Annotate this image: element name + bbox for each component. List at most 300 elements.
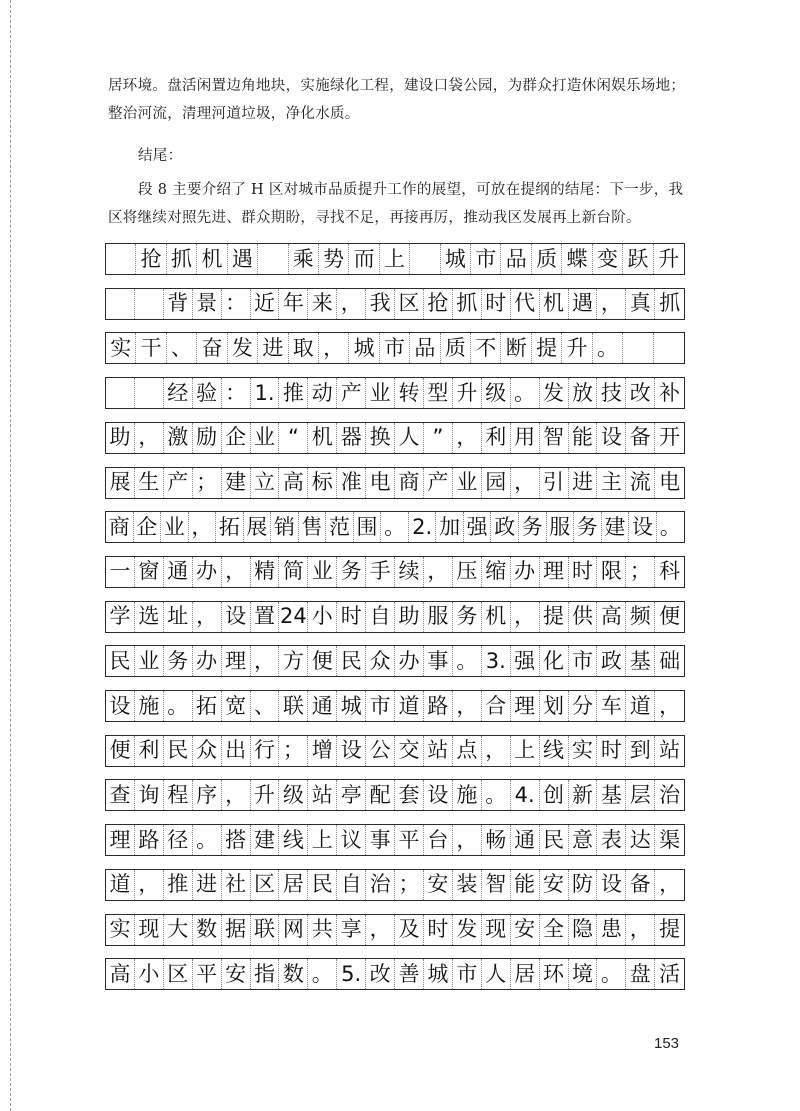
grid-cell: 平: [395, 825, 424, 855]
grid-cell: 站: [659, 738, 681, 763]
grid-cell: 点: [453, 736, 482, 766]
grid-cell: 搭: [222, 825, 251, 855]
grid-cell: 抓: [167, 244, 197, 274]
grid-cell: 民: [337, 646, 366, 676]
grid-cell: 机: [482, 602, 511, 632]
grid-cell: 窗: [135, 557, 164, 587]
prose-line-2: 整治河流，清理河道垃圾，净化水质。: [108, 106, 360, 122]
grid-cell: ，: [366, 915, 395, 945]
prose-line-1: 居环境。盘活闲置边角地块，实施绿化工程，建设口袋公园，为群众打造休闲娱乐场地；: [108, 78, 686, 94]
grid-cell: 防: [569, 870, 598, 900]
grid-cell: ，: [597, 289, 626, 319]
grid-cell: ，: [453, 825, 482, 855]
grid-cell: 备: [626, 423, 655, 453]
grid-cell: 。: [597, 959, 626, 989]
grid-cell: 。: [381, 512, 409, 542]
grid-cell: 年: [279, 289, 308, 319]
grid-cell: 背: [164, 289, 193, 319]
grid-cell: 小: [308, 602, 337, 632]
grid-cell: 转: [395, 378, 424, 408]
grid-cell: 小: [135, 959, 164, 989]
grid-cell: 助: [106, 423, 135, 453]
grid-cell: 励: [193, 423, 222, 453]
grid-cell: 学: [106, 602, 135, 632]
grid-cell: 进: [258, 333, 288, 363]
grid-cell: 产: [337, 378, 366, 408]
grid-cell: 达: [626, 825, 655, 855]
grid-cell: 引: [540, 468, 569, 498]
grid-cell: 网: [279, 915, 308, 945]
grid-cell: 增: [308, 736, 337, 766]
grid-cell: ”: [424, 423, 453, 453]
grid-cell: 市: [366, 691, 395, 721]
grid-cell: 意: [569, 825, 598, 855]
grid-cell: 套: [395, 780, 424, 810]
grid-cell: 宽: [222, 691, 251, 721]
grid-cell: 业: [366, 378, 395, 408]
grid-cell: 加: [436, 512, 464, 542]
grid-cell: 配: [366, 780, 395, 810]
grid-cell: 民: [308, 870, 337, 900]
grid-cell: 础: [659, 648, 681, 673]
grid-cell: 时: [482, 289, 511, 319]
grid-cell: 市: [569, 646, 598, 676]
grid-cell: 限: [597, 557, 626, 587]
grid-cell: 划: [540, 691, 569, 721]
grid-cell: 备: [626, 870, 655, 900]
grid-cell: 智: [540, 423, 569, 453]
grid-cell: [135, 378, 164, 408]
section-heading-ending: 结尾：: [138, 148, 183, 164]
grid-cell: 业: [308, 557, 337, 587]
grid-cell: 电: [659, 470, 681, 494]
grid-cell: 畅: [482, 825, 511, 855]
grid-cell: 人: [395, 423, 424, 453]
grid-cell: 基: [626, 646, 655, 676]
grid-cell: 设: [424, 780, 453, 810]
grid-cell: 安: [222, 959, 251, 989]
grid-cell: 理: [511, 691, 540, 721]
grid-cell: 务: [519, 512, 547, 542]
grid-cell: 询: [135, 780, 164, 810]
grid-cell: 径: [164, 825, 193, 855]
grid-cell: 4.: [511, 780, 540, 810]
grid-cell: 城: [349, 333, 379, 363]
grid-row: [105, 332, 685, 364]
grid-cell: 升: [658, 246, 680, 271]
grid-cell: 车: [597, 691, 626, 721]
grid-cell: ；: [395, 870, 424, 900]
grid-cell: 设: [222, 602, 251, 632]
grid-cell: 政: [597, 646, 626, 676]
grid-cell: 助: [395, 602, 424, 632]
grid-cell: 业: [135, 646, 164, 676]
grid-cell: 数: [193, 915, 222, 945]
grid-cell: ，: [193, 602, 222, 632]
grid-cell: [654, 333, 684, 363]
grid-cell: 便: [106, 736, 135, 766]
grid-cell: 跃: [623, 244, 653, 274]
prose-line-4: 段 8 主要介绍了 H 区对城市品质提升工作的展望，可放在提纲的结尾：下一步，我: [138, 182, 684, 198]
grid-cell: 续: [395, 557, 424, 587]
grid-cell: [410, 244, 440, 274]
grid-row: [105, 645, 685, 677]
grid-cell: 生: [135, 468, 164, 498]
grid-row: [105, 288, 685, 320]
grid-cell: 现: [135, 915, 164, 945]
grid-cell: 提: [532, 333, 562, 363]
grid-cell: 时: [569, 557, 598, 587]
grid-cell: ；: [626, 557, 655, 587]
grid-cell: 供: [569, 602, 598, 632]
grid-cell: [623, 333, 653, 363]
grid-cell: 强: [464, 512, 492, 542]
grid-cell: 行: [251, 736, 280, 766]
grid-cell: 断: [501, 333, 531, 363]
grid-cell: 居: [279, 870, 308, 900]
grid-cell: [106, 244, 136, 274]
grid-cell: 展: [106, 468, 135, 498]
grid-cell: 级: [482, 378, 511, 408]
grid-row: [105, 869, 685, 901]
grid-cell: 精: [251, 557, 280, 587]
grid-cell: 时: [424, 915, 453, 945]
grid-cell: 道: [395, 691, 424, 721]
grid-cell: 建: [222, 468, 251, 498]
grid-row: [105, 422, 685, 454]
grid-cell: 乘: [289, 244, 319, 274]
grid-cell: 展: [244, 512, 272, 542]
grid-cell: 推: [164, 870, 193, 900]
grid-row: [105, 243, 685, 275]
grid-cell: 品: [501, 244, 531, 274]
grid-cell: 数: [279, 959, 308, 989]
grid-cell: 。: [164, 691, 193, 721]
grid-cell: 置: [251, 602, 280, 632]
grid-cell: 设: [629, 512, 657, 542]
grid-cell: 平: [193, 959, 222, 989]
grid-cell: ，: [511, 602, 540, 632]
grid-cell: [106, 289, 135, 319]
grid-cell: ，: [659, 693, 681, 718]
grid-cell: ，: [424, 557, 453, 587]
grid-row: [105, 556, 685, 588]
grid-cell: 发: [228, 333, 258, 363]
grid-cell: 升: [251, 780, 280, 810]
grid-cell: 经: [164, 378, 193, 408]
grid-cell: 提: [659, 917, 681, 941]
grid-cell: 改: [626, 378, 655, 408]
grid-cell: 级: [279, 780, 308, 810]
grid-cell: 台: [424, 825, 453, 855]
grid-cell: 技: [597, 378, 626, 408]
grid-cell: 通: [308, 691, 337, 721]
grid-cell: 事: [424, 646, 453, 676]
grid-cell: 进: [193, 870, 222, 900]
grid-cell: 治: [659, 782, 681, 807]
grid-cell: 商: [106, 512, 134, 542]
grid-cell: 开: [659, 425, 681, 450]
grid-cell: 众: [193, 736, 222, 766]
grid-cell: 手: [366, 557, 395, 587]
grid-cell: 理: [106, 825, 135, 855]
grid-cell: 用: [511, 423, 540, 453]
grid-cell: 机: [308, 423, 337, 453]
grid-cell: 近: [251, 289, 280, 319]
grid-cell: 化: [540, 646, 569, 676]
grid-cell: 高: [279, 468, 308, 498]
grid-cell: ，: [251, 646, 280, 676]
grid-cell: 改: [366, 959, 395, 989]
grid-cell: 理: [222, 646, 251, 676]
grid-cell: 设: [106, 691, 135, 721]
grid-cell: [135, 289, 164, 319]
grid-cell: 业: [161, 512, 189, 542]
grid-cell: 务: [164, 646, 193, 676]
grid-cell: 抢: [424, 289, 453, 319]
grid-cell: 境: [569, 959, 598, 989]
grid-cell: 创: [540, 780, 569, 810]
grid-cell: 道: [106, 870, 135, 900]
grid-cell: 产: [424, 468, 453, 498]
grid-cell: ，: [189, 512, 217, 542]
grid-cell: 实: [106, 915, 135, 945]
grid-cell: 市: [380, 333, 410, 363]
grid-cell: 利: [482, 423, 511, 453]
grid-cell: 交: [395, 736, 424, 766]
grid-cell: 据: [222, 915, 251, 945]
grid-cell: ，: [482, 736, 511, 766]
grid-cell: ，: [453, 691, 482, 721]
grid-cell: 抓: [453, 289, 482, 319]
grid-cell: 自: [337, 870, 366, 900]
grid-cell: 能: [569, 423, 598, 453]
grid-cell: ，: [222, 557, 251, 587]
grid-cell: 站: [308, 780, 337, 810]
grid-cell: 实: [106, 333, 136, 363]
grid-cell: 服: [547, 512, 575, 542]
grid-cell: 机: [197, 244, 227, 274]
grid-cell: 。: [193, 825, 222, 855]
grid-row: [105, 914, 685, 946]
grid-cell: [258, 244, 288, 274]
grid-cell: 路: [135, 825, 164, 855]
grid-cell: 遇: [228, 244, 258, 274]
grid-cell: 施: [453, 780, 482, 810]
grid-cell: 型: [424, 378, 453, 408]
grid-cell: 不: [471, 333, 501, 363]
grid-cell: 大: [164, 915, 193, 945]
grid-cell: 公: [366, 736, 395, 766]
grid-cell: 抢: [136, 244, 166, 274]
grid-cell: ，: [626, 915, 655, 945]
grid-cell: 设: [597, 423, 626, 453]
grid-cell: 道: [626, 691, 655, 721]
grid-cell: 利: [135, 736, 164, 766]
grid-cell: 安: [511, 915, 540, 945]
grid-row: [105, 467, 685, 499]
grid-cell: 自: [366, 602, 395, 632]
grid-cell: 机: [540, 289, 569, 319]
grid-cell: 企: [134, 512, 162, 542]
grid-row: [105, 958, 685, 990]
grid-cell: 能: [511, 870, 540, 900]
grid-cell: 办: [193, 557, 222, 587]
grid-cell: 站: [424, 736, 453, 766]
grid-cell: 取: [289, 333, 319, 363]
grid-cell: 24: [279, 602, 308, 632]
grid-cell: 。: [511, 378, 540, 408]
grid-cell: 到: [626, 736, 655, 766]
grid-cell: 品: [410, 333, 440, 363]
binding-margin-line: [10, 0, 11, 1111]
grid-cell: 。: [659, 514, 681, 539]
grid-cell: ，: [222, 780, 251, 810]
grid-cell: 隐: [569, 915, 598, 945]
grid-cell: 新: [569, 780, 598, 810]
grid-cell: 而: [349, 244, 379, 274]
grid-cell: 享: [337, 915, 366, 945]
grid-cell: 补: [659, 380, 681, 405]
grid-cell: 提: [540, 602, 569, 632]
grid-cell: 势: [319, 244, 349, 274]
grid-cell: 办: [395, 646, 424, 676]
grid-cell: 线: [279, 825, 308, 855]
grid-cell: 。: [308, 959, 337, 989]
grid-cell: 社: [222, 870, 251, 900]
grid-cell: 分: [569, 691, 598, 721]
grid-cell: 线: [540, 736, 569, 766]
grid-cell: 时: [337, 602, 366, 632]
grid-cell: 市: [471, 244, 501, 274]
grid-cell: 址: [164, 602, 193, 632]
grid-cell: 通: [164, 557, 193, 587]
grid-cell: 发: [453, 915, 482, 945]
grid-cell: ，: [319, 333, 349, 363]
grid-cell: 便: [308, 646, 337, 676]
grid-cell: 简: [279, 557, 308, 587]
prose-line-5: 区将继续对照先进、群众期盼，寻找不足，再接再厉，推动我区发展再上新台阶。: [108, 210, 641, 226]
grid-cell: 景: [193, 289, 222, 319]
grid-cell: ；: [279, 736, 308, 766]
grid-cell: 范: [326, 512, 354, 542]
grid-cell: 治: [366, 870, 395, 900]
grid-cell: 业: [453, 468, 482, 498]
grid-cell: 换: [366, 423, 395, 453]
page-number: 153: [654, 1035, 680, 1052]
grid-cell: 真: [626, 289, 655, 319]
grid-cell: 、: [251, 691, 280, 721]
grid-cell: 一: [106, 557, 135, 587]
grid-cell: 抓: [659, 291, 681, 316]
grid-cell: 层: [626, 780, 655, 810]
grid-cell: 立: [251, 468, 280, 498]
grid-cell: 实: [569, 736, 598, 766]
grid-cell: 选: [135, 602, 164, 632]
grid-cell: 流: [626, 468, 655, 498]
grid-cell: 装: [453, 870, 482, 900]
grid-cell: 程: [164, 780, 193, 810]
grid-cell: 企: [222, 423, 251, 453]
grid-cell: 频: [626, 602, 655, 632]
grid-cell: 推: [279, 378, 308, 408]
grid-cell: 验: [193, 378, 222, 408]
grid-cell: 全: [540, 915, 569, 945]
grid-cell: 市: [453, 959, 482, 989]
grid-cell: 方: [279, 646, 308, 676]
grid-cell: 高: [106, 959, 135, 989]
grid-cell: 建: [251, 825, 280, 855]
grid-cell: ，: [135, 423, 164, 453]
grid-cell: ，: [135, 870, 164, 900]
grid-cell: 售: [299, 512, 327, 542]
grid-cell: 智: [482, 870, 511, 900]
grid-cell: 区: [395, 289, 424, 319]
grid-cell: 城: [337, 691, 366, 721]
grid-cell: 拓: [216, 512, 244, 542]
grid-cell: 商: [395, 468, 424, 498]
grid-cell: 蝶: [562, 244, 592, 274]
grid-cell: 基: [597, 780, 626, 810]
grid-cell: 指: [251, 959, 280, 989]
grid-cell: 现: [482, 915, 511, 945]
grid-cell: 质: [532, 244, 562, 274]
grid-cell: 患: [597, 915, 626, 945]
grid-cell: 设: [597, 870, 626, 900]
grid-cell: 1.: [251, 378, 280, 408]
grid-cell: 便: [659, 604, 681, 629]
grid-cell: 民: [106, 646, 135, 676]
grid-cell: 环: [540, 959, 569, 989]
grid-cell: 设: [337, 736, 366, 766]
grid-cell: 动: [308, 378, 337, 408]
grid-cell: 进: [569, 468, 598, 498]
grid-cell: 居: [511, 959, 540, 989]
grid-cell: 。: [482, 780, 511, 810]
grid-cell: 3.: [482, 646, 511, 676]
grid-cell: 活: [659, 961, 681, 986]
grid-cell: 合: [482, 691, 511, 721]
grid-cell: 代: [511, 289, 540, 319]
grid-row: [105, 690, 685, 722]
grid-cell: 安: [424, 870, 453, 900]
grid-cell: 建: [602, 512, 630, 542]
grid-cell: 强: [511, 646, 540, 676]
grid-cell: 缩: [482, 557, 511, 587]
grid-cell: 5.: [337, 959, 366, 989]
grid-cell: 准: [337, 468, 366, 498]
grid-cell: 通: [511, 825, 540, 855]
grid-cell: 办: [511, 557, 540, 587]
grid-cell: 序: [193, 780, 222, 810]
grid-row: [105, 779, 685, 811]
grid-cell: 民: [164, 736, 193, 766]
grid-cell: 。: [453, 646, 482, 676]
grid-cell: 、: [167, 333, 197, 363]
grid-cell: ：: [222, 378, 251, 408]
grid-cell: ，: [453, 423, 482, 453]
grid-cell: 共: [308, 915, 337, 945]
grid-cell: 放: [569, 378, 598, 408]
grid-cell: 理: [540, 557, 569, 587]
grid-cell: 激: [164, 423, 193, 453]
grid-cell: 政: [491, 512, 519, 542]
grid-cell: 时: [597, 736, 626, 766]
grid-cell: 议: [337, 825, 366, 855]
grid-cell: 区: [164, 959, 193, 989]
grid-cell: 质: [441, 333, 471, 363]
grid-cell: 高: [597, 602, 626, 632]
